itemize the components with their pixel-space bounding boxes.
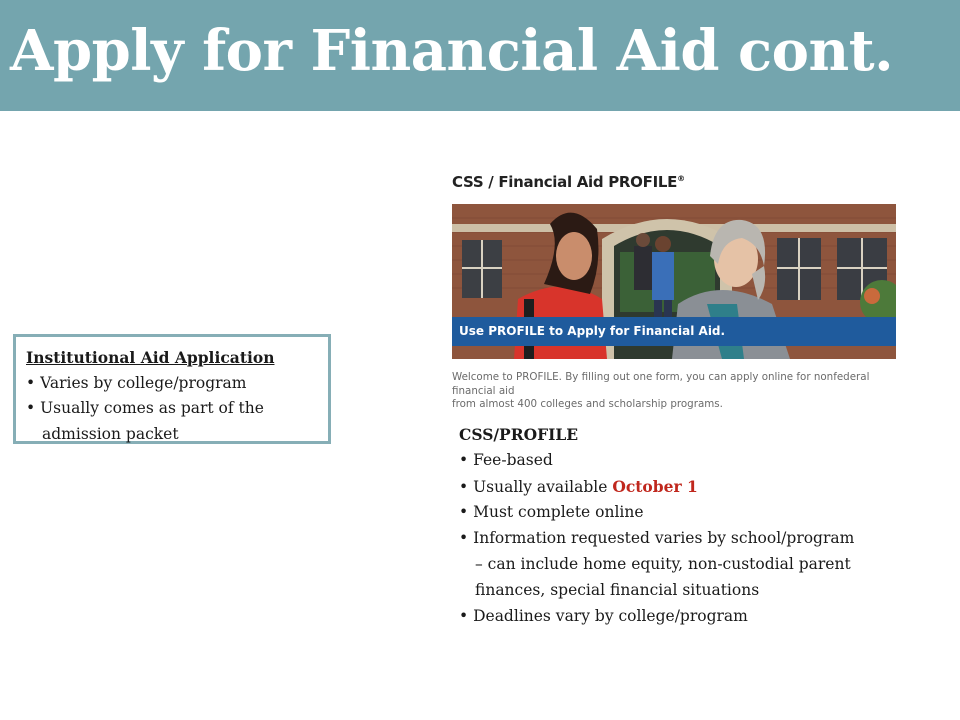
list-item <box>459 500 899 526</box>
profile-logo-text: CSS / Financial Aid PROFILE <box>452 173 678 191</box>
institutional-aid-box <box>13 334 331 444</box>
css-profile-block <box>459 422 899 629</box>
list-item-continuation: – can include home equity, non-custodial parent <box>475 554 851 573</box>
students-photo <box>452 204 896 359</box>
list-item-continuation: finances, special financial situations <box>475 580 760 599</box>
availability-date: October 1 <box>612 476 698 496</box>
title-bar <box>0 0 960 111</box>
bullet-marker: • <box>459 503 469 522</box>
profile-banner: Use PROFILE to Apply for Financial Aid. <box>452 317 896 346</box>
list-item <box>459 604 899 630</box>
list-item-text: Usually comes as part of the <box>40 399 264 417</box>
welcome-line: from almost 400 colleges and scholarship programs. <box>452 398 723 410</box>
list-item-text: Information requested varies by school/program <box>473 529 855 548</box>
list-item <box>26 396 318 422</box>
list-item <box>26 371 318 397</box>
list-item-text: Fee-based <box>473 450 553 469</box>
slide-title: Apply for Financial Aid cont. <box>10 18 894 84</box>
list-item <box>459 526 899 552</box>
list-item-continuation: admission packet <box>42 424 179 443</box>
bullet-marker: • <box>459 529 469 548</box>
profile-welcome-text <box>452 371 898 412</box>
list-item-text: Usually available <box>473 477 613 496</box>
css-profile-heading: CSS/PROFILE <box>459 425 579 444</box>
profile-screenshot <box>450 170 898 410</box>
bullet-marker: • <box>26 373 36 392</box>
bullet-marker: • <box>459 450 469 469</box>
bullet-marker: • <box>459 477 469 496</box>
profile-logo <box>452 173 685 191</box>
institutional-heading: Institutional Aid Application <box>26 348 275 367</box>
list-item <box>459 474 899 501</box>
welcome-line: Welcome to PROFILE. By filling out one form, you can apply online for nonfederal financial aid <box>452 371 870 397</box>
list-item-text: Varies by college/program <box>40 373 247 392</box>
bullet-marker: • <box>26 399 36 417</box>
list-item <box>459 448 899 474</box>
list-item-text: Must complete online <box>473 503 644 522</box>
bullet-marker: • <box>459 606 469 625</box>
registered-mark: ® <box>677 174 685 183</box>
list-item-text: Deadlines vary by college/program <box>473 606 748 625</box>
